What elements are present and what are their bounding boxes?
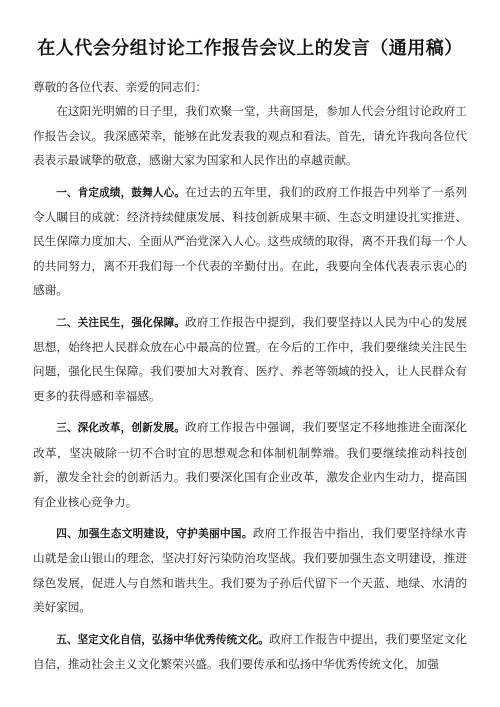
section-paragraph-3 bbox=[33, 415, 467, 514]
section-heading-1: 一、肯定成绩，鼓舞人心。 bbox=[56, 186, 186, 199]
section-text-1: 在过去的五年里，我们的政府工作报告中列举了一系列令人瞩目的成就：经济持续健康发展、科技创新成果丰硕、生态文明建设扎实推进、民生保障力度加大、全面从严治党深入人心。这些成绩的取得，离不开我们每一个人的共同努力，离不开我们每一个代表的辛勤付出。在此，我要向全体代表表示衷心的感谢。 bbox=[33, 184, 467, 298]
section-text-2: 政府工作报告中提到，我们要坚持以人民为中心的发展思想，始终把人民群众放在心中最高的位置。在今后的工作中，我们要继续关注民生问题，强化民生保障。我们要加大对教育、医疗、养老等领域的投入，让人民群众有更多的获得感和幸福感。 bbox=[33, 314, 467, 403]
section-heading-2: 二、关注民生，强化保障。 bbox=[56, 316, 186, 329]
section-text-5: 政府工作报告中提出，我们要坚定文化自信，推动社会主义文化繁荣兴盛。我们要传承和弘扬中华优秀传统文化，加强 bbox=[33, 631, 467, 671]
intro-paragraph: 在这阳光明媚的日子里，我们欢聚一堂，共商国是，参加人代会分组讨论政府工作报告会议。我深感荣幸，能够在此发表我的观点和看法。首先，请允许我向各位代表表示最诚挚的敬意，感谢大家为国家和人民作出的卓越贡献。 bbox=[33, 104, 467, 168]
document-title: 在人代会分组讨论工作报告会议上的发言（通用稿） bbox=[37, 38, 463, 59]
section-heading-5: 五、坚定文化自信，弘扬中华优秀传统文化。 bbox=[56, 633, 270, 646]
section-text-3: 政府工作报告中强调，我们要坚定不移地推进全面深化改革，坚决破除一切不合时宜的思想观念和体制机制弊端。我们要继续推动科技创新，激发全社会的创新活力。我们要深化国有企业改革，激发企业内生动力，提高国有企业核心竞争力。 bbox=[33, 420, 467, 509]
document-body bbox=[33, 75, 467, 683]
section-paragraph-1 bbox=[33, 180, 467, 303]
section-heading-3: 三、深化改革，创新发展。 bbox=[56, 422, 186, 435]
section-text-4: 政府工作报告中指出，我们要坚持绿水青山就是金山银山的理念，坚决打好污染防治攻坚战。我们要加强生态文明建设，推进绿色发展，促进人与自然和谐共生。我们要为子孙后代留下一个天蓝、地绿、水清的美好家园。 bbox=[33, 525, 467, 615]
section-paragraph-5 bbox=[33, 627, 467, 677]
greeting: 尊敬的各位代表、亲爱的同志们： bbox=[33, 80, 207, 94]
section-paragraph-2 bbox=[33, 310, 467, 409]
section-heading-4: 四、加强生态文明建设，守护美丽中国。 bbox=[56, 527, 253, 540]
section-paragraph-4 bbox=[33, 521, 467, 620]
